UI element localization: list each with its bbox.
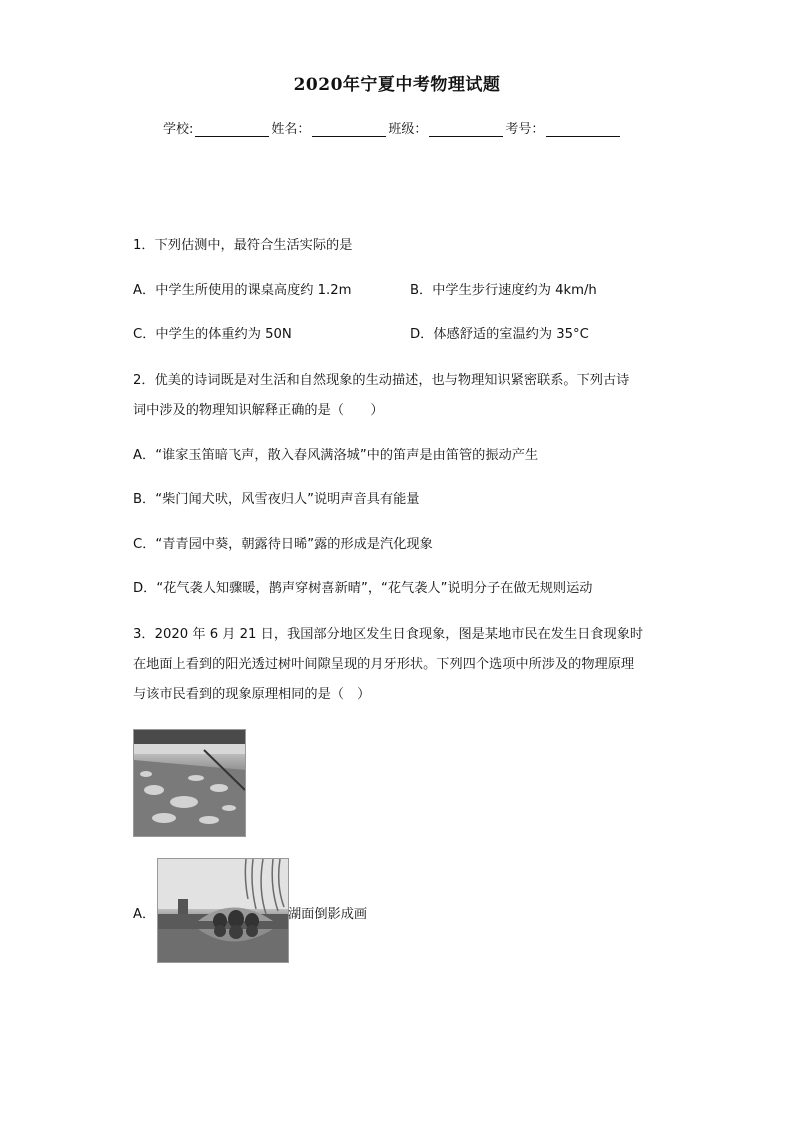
q3-stem-line3: 与该市民看到的现象原理相同的是（ ） xyxy=(133,687,371,702)
q2-option-b: B．“柴门闻犬吠，风雪夜归人”说明声音具有能量 xyxy=(133,492,420,507)
eclipse-ground-photo xyxy=(133,729,246,837)
page-title: 2020年宁夏中考物理试题 xyxy=(293,75,501,95)
q3-stem-line2: 在地面上看到的阳光透过树叶间隙呈现的月牙形状。下列四个选项中所涉及的物理原理 xyxy=(133,657,635,672)
lake-reflection-photo-art xyxy=(158,859,288,962)
school-blank xyxy=(195,122,269,137)
eclipse-ground-photo-art xyxy=(134,730,245,836)
q1-option-b: B．中学生步行速度约为 4km/h xyxy=(410,283,597,298)
name-label: 姓名： xyxy=(271,122,311,137)
q3-option-a-prefix: A． xyxy=(133,907,156,922)
name-blank xyxy=(312,122,386,137)
school-label: 学校: xyxy=(163,122,194,137)
q2-stem-line1: 2．优美的诗词既是对生活和自然现象的生动描述，也与物理知识紧密联系。下列古诗 xyxy=(133,373,630,388)
q2-option-a: A．“谁家玉笛暗飞声，散入春风满洛城”中的笛声是由笛管的振动产生 xyxy=(133,448,539,463)
q1-option-d: D．体感舒适的室温约为 35°C xyxy=(410,327,589,342)
q3-option-a-text: 湖面倒影成画 xyxy=(288,907,368,922)
q1-stem: 1．下列估测中，最符合生活实际的是 xyxy=(133,238,353,253)
q2-stem-line2: 词中涉及的物理知识解释正确的是（ ） xyxy=(133,403,384,418)
q1-option-a: A．中学生所使用的课桌高度约 1.2m xyxy=(133,283,352,298)
id-blank xyxy=(546,122,620,137)
id-label: 考号： xyxy=(505,122,545,137)
q3-stem-line1: 3．2020 年 6 月 21 日，我国部分地区发生日食现象，图是某地市民在发生日食现象时 xyxy=(133,627,644,642)
lake-reflection-photo xyxy=(157,858,289,963)
q2-option-d: D．“花气袭人知骤暖，鹊声穿树喜新晴”，“花气袭人”说明分子在做无规则运动 xyxy=(133,581,593,596)
student-info-header xyxy=(163,118,622,137)
q1-option-c: C．中学生的体重约为 50N xyxy=(133,327,292,342)
class-label: 班级： xyxy=(388,122,428,137)
q2-option-c: C．“青青园中葵，朝露待日晞”露的形成是汽化现象 xyxy=(133,537,433,552)
class-blank xyxy=(429,122,503,137)
